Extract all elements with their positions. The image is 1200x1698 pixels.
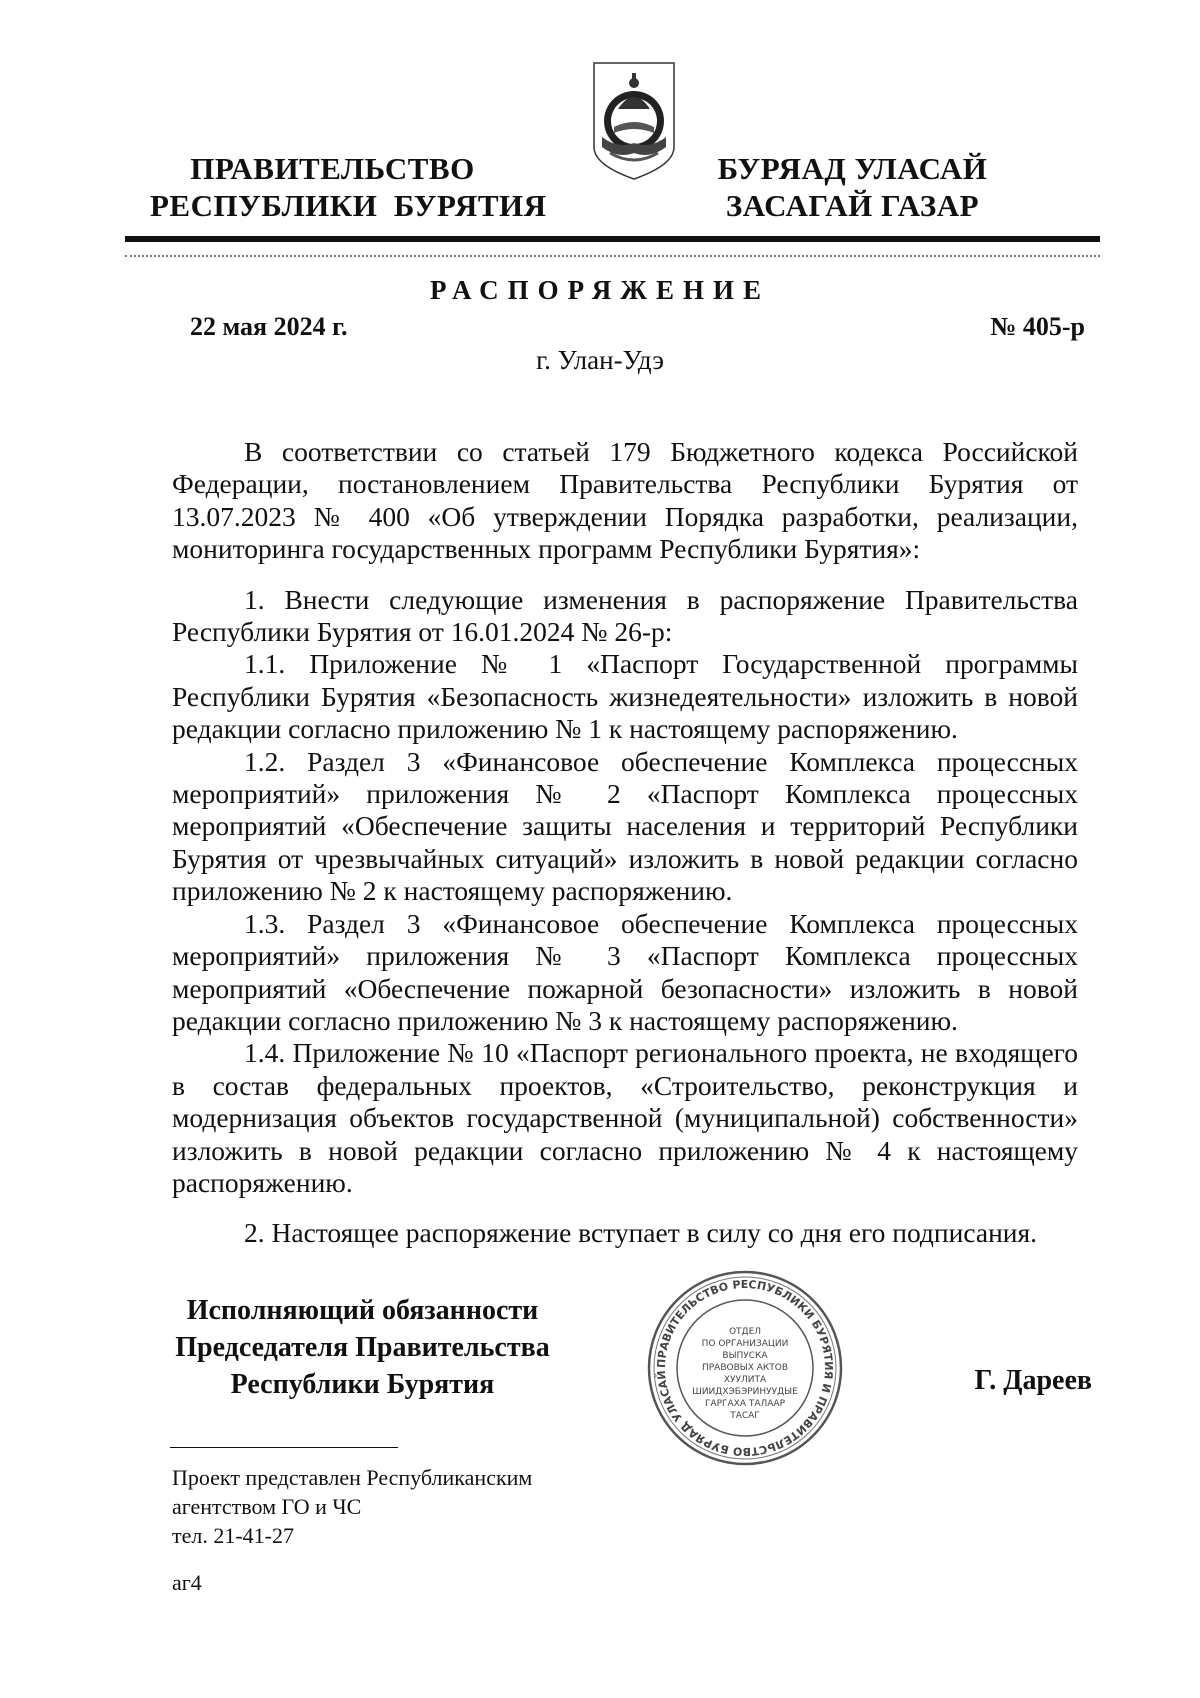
footer-note bbox=[172, 1463, 532, 1550]
signature-line2: Председателя Правительства bbox=[175, 1332, 550, 1363]
clause-1-3: 1.3. Раздел 3 «Финансовое обеспечение Комплекса процессных мероприятий» приложения № 3 «Паспорт Комплекса процессных мероприятий «Обеспечение пожарной безопасности» изложить в новой редакции согласно приложению № 3 к настоящему распоряжению. bbox=[172, 907, 1078, 1036]
footer-line2: агентством ГО и ЧС bbox=[172, 1494, 362, 1519]
header-left-line1: ПРАВИТЕЛЬСТВО bbox=[190, 151, 475, 186]
header-left-line2: РЕСПУБЛИКИ БУРЯТИЯ bbox=[150, 188, 547, 223]
official-stamp bbox=[645, 1268, 845, 1468]
document-title: РАСПОРЯЖЕНИЕ bbox=[429, 275, 771, 305]
clause-1: 1. Внести следующие изменения в распоряжение Правительства Республики Бурятия от 16.01.2024 № 26-р: bbox=[172, 583, 1078, 648]
signature-title bbox=[170, 1292, 555, 1403]
stamp-line: ТАСАГ bbox=[730, 1411, 760, 1421]
document-number: № 405-р bbox=[990, 312, 1085, 341]
header-right-line2: ЗАСАГАЙ ГАЗАР bbox=[725, 188, 980, 223]
stamp-line: ШИИДХЭБЭРИНУУДЫЕ bbox=[692, 1387, 798, 1397]
header-left bbox=[150, 150, 547, 224]
clause-1-1: 1.1. Приложение № 1 «Паспорт Государственной программы Республики Бурятия «Безопасность жизнедеятельности» изложить в новой редакции согласно приложению № 1 к настоящему распоряжению. bbox=[172, 648, 1078, 745]
stamp-line: ВЫПУСКА bbox=[722, 1351, 768, 1361]
stamp-line: ОТДЕЛ bbox=[728, 1327, 762, 1337]
stamp-line: ПО ОРГАНИЗАЦИИ bbox=[701, 1339, 789, 1349]
footer-line1: Проект представлен Республиканским bbox=[172, 1465, 533, 1490]
document-body bbox=[172, 436, 1078, 1250]
coat-of-arms-buryatia-icon bbox=[588, 55, 680, 183]
preamble-paragraph: В соответствии со статьей 179 Бюджетного кодекса Российской Федерации, постановлением Правительства Республики Бурятия от 13.07.2023 № 400 «Об утверждении Порядка разработки, реализации, мониторинга государственных программ Республики Бурятия»: bbox=[172, 436, 1078, 565]
stamp-outer-text: ПРАВИТЕЛЬСТВО РЕСПУБЛИКИ БУРЯТИЯ И ПРАВИТЕЛЬСТВО БУРЯАД УЛАСАЙ bbox=[654, 1277, 836, 1459]
header-divider-dotted bbox=[125, 255, 1100, 257]
document-city: г. Улан-Удэ bbox=[536, 345, 664, 375]
signature-line1: Исполняющий обязанности bbox=[186, 1295, 539, 1326]
clause-1-2: 1.2. Раздел 3 «Финансовое обеспечение Комплекса процессных мероприятий» приложения № 2 «Паспорт Комплекса процессных мероприятий «Обеспечение защиты населения и территорий Республики Бурятия от чрезвычайных ситуаций» изложить в новой редакции согласно приложению № 2 к настоящему распоряжению. bbox=[172, 745, 1078, 907]
header-right-line1: БУРЯАД УЛАСАЙ bbox=[717, 151, 988, 186]
clause-2: 2. Настоящее распоряжение вступает в силу со дня его подписания. bbox=[244, 1217, 1038, 1249]
header-divider-thick bbox=[125, 236, 1100, 242]
signature-line3: Республики Бурятия bbox=[230, 1369, 495, 1400]
header-right bbox=[695, 150, 1010, 224]
footer-divider bbox=[170, 1447, 398, 1448]
stamp-line: ПРАВОВЫХ АКТОВ bbox=[701, 1363, 789, 1373]
footer-line3: тел. 21-41-27 bbox=[172, 1523, 295, 1548]
stamp-line: ГАРГАХА ТАЛААР bbox=[704, 1399, 786, 1409]
footer-code: аг4 bbox=[172, 1570, 202, 1595]
document-date: 22 мая 2024 г. bbox=[190, 312, 348, 341]
stamp-line: ХУУЛИТА bbox=[723, 1375, 767, 1385]
clause-1-4: 1.4. Приложение № 10 «Паспорт регионального проекта, не входящего в состав федеральных проектов, «Строительство, реконструкция и модернизация объектов государственной (муниципальной) собственности» изложить в новой редакции согласно приложению № 4 к настоящему распоряжению. bbox=[172, 1037, 1078, 1198]
signatory-name: Г. Дареев bbox=[974, 1365, 1092, 1396]
